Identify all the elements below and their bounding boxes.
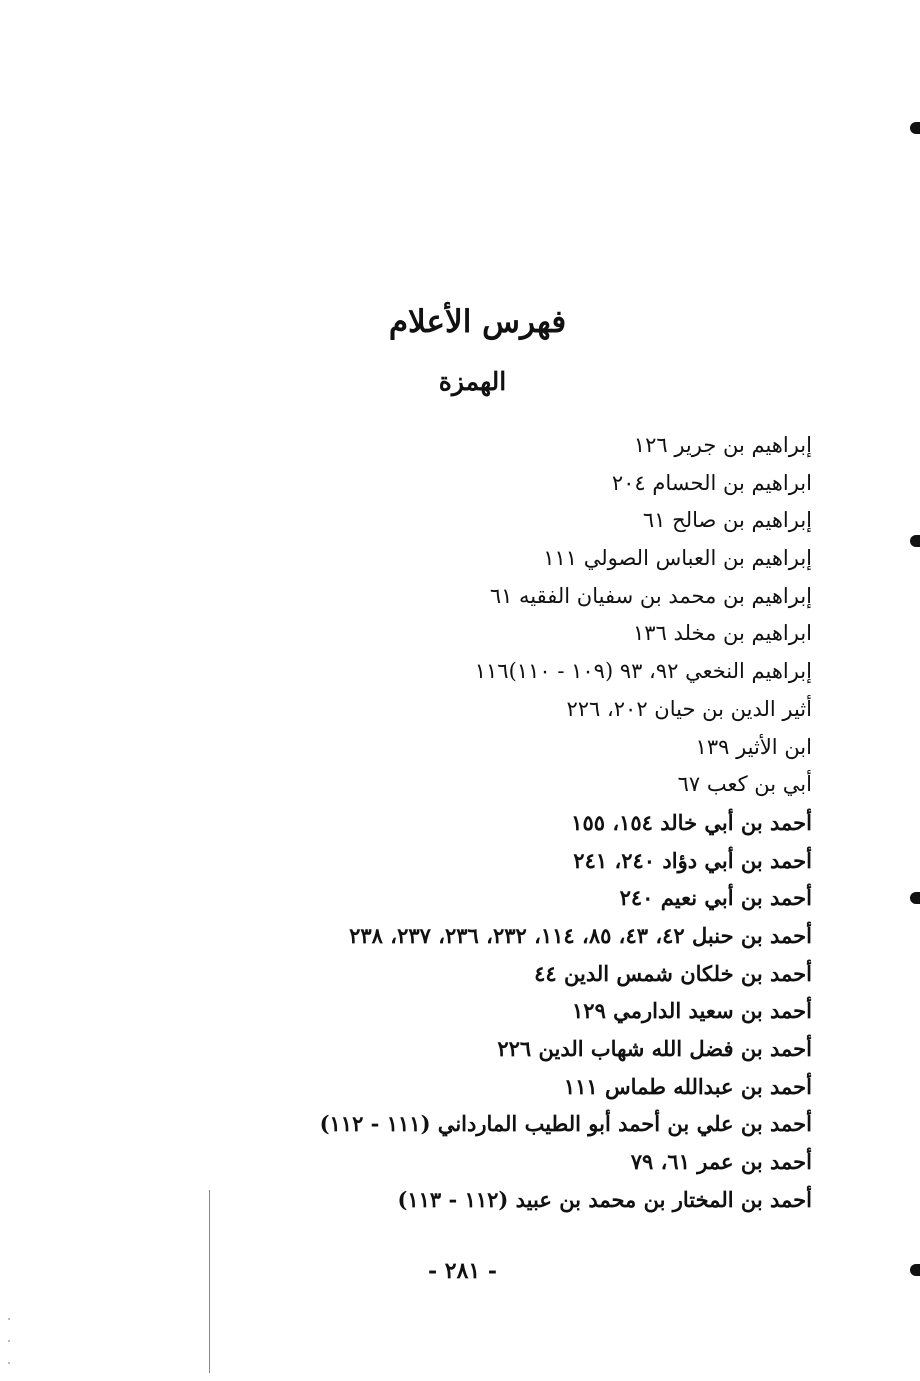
index-entry: أحمد بن عمر ٦١، ٧٩ xyxy=(630,1149,812,1175)
section-heading: الهمزة xyxy=(438,367,507,396)
scan-edge-mark xyxy=(910,122,920,134)
index-entry: إبراهيم بن صالح ٦١ xyxy=(642,508,812,533)
index-entry: أحمد بن أبي خالد ١٥٤، ١٥٥ xyxy=(571,809,812,835)
index-entry: ابن الأثير ١٣٩ xyxy=(695,734,812,759)
scan-margin-line xyxy=(209,1190,210,1373)
index-entry: إبراهيم بن جرير ١٢٦ xyxy=(633,433,812,457)
index-entry: إبراهيم بن محمد بن سفيان الفقيه ٦١ xyxy=(489,583,812,608)
page-title: فهرس الأعلام xyxy=(388,304,567,340)
scan-edge-mark xyxy=(910,1264,920,1276)
index-entry: أحمد بن أبي نعيم ٢٤٠ xyxy=(619,885,812,911)
index-entry: أحمد بن فضل الله شهاب الدين ٢٢٦ xyxy=(497,1036,812,1061)
index-entry: أحمد بن أبي دؤاد ٢٤٠، ٢٤١ xyxy=(573,847,812,873)
scan-speck xyxy=(8,1318,10,1320)
index-entry: أحمد بن عبدالله طماس ١١١ xyxy=(563,1073,812,1099)
scan-speck xyxy=(8,1340,10,1342)
index-entry: ابراهيم بن مخلد ١٣٦ xyxy=(633,621,812,646)
index-entry: أحمد بن المختار بن محمد بن عبيد (١١٢ - ١١٣) xyxy=(397,1186,812,1212)
index-entry: إبراهيم بن العباس الصولي ١١١ xyxy=(543,546,812,571)
scan-edge-mark xyxy=(910,535,920,547)
scan-speck xyxy=(8,1362,10,1364)
index-entry: أحمد بن علي بن أحمد أبو الطيب المارداني (١١١ - ١١٢) xyxy=(319,1111,812,1137)
index-entry: أبي بن كعب ٦٧ xyxy=(677,772,812,797)
index-entry: أحمد بن حنبل ٤٢، ٤٣، ٨٥، ١١٤، ٢٣٢، ٢٣٦، ٢٣٧، ٢٣٨ xyxy=(349,922,812,948)
page-number: - ٢٨١ - xyxy=(427,1258,498,1284)
index-entry: أحمد بن سعيد الدارمي ١٢٩ xyxy=(572,998,812,1024)
names-index-list xyxy=(172,427,812,1218)
index-entry: أحمد بن خلكان شمس الدين ٤٤ xyxy=(534,960,812,986)
index-entry: إبراهيم النخعي ٩٢، ٩٣ (١٠٩ - ١١٠)١١٦ xyxy=(474,659,812,684)
scan-edge-mark xyxy=(910,892,920,904)
index-entry: ابراهيم بن الحسام ٢٠٤ xyxy=(611,470,812,495)
index-entry: أثير الدين بن حيان ٢٠٢، ٢٢٦ xyxy=(566,696,812,721)
